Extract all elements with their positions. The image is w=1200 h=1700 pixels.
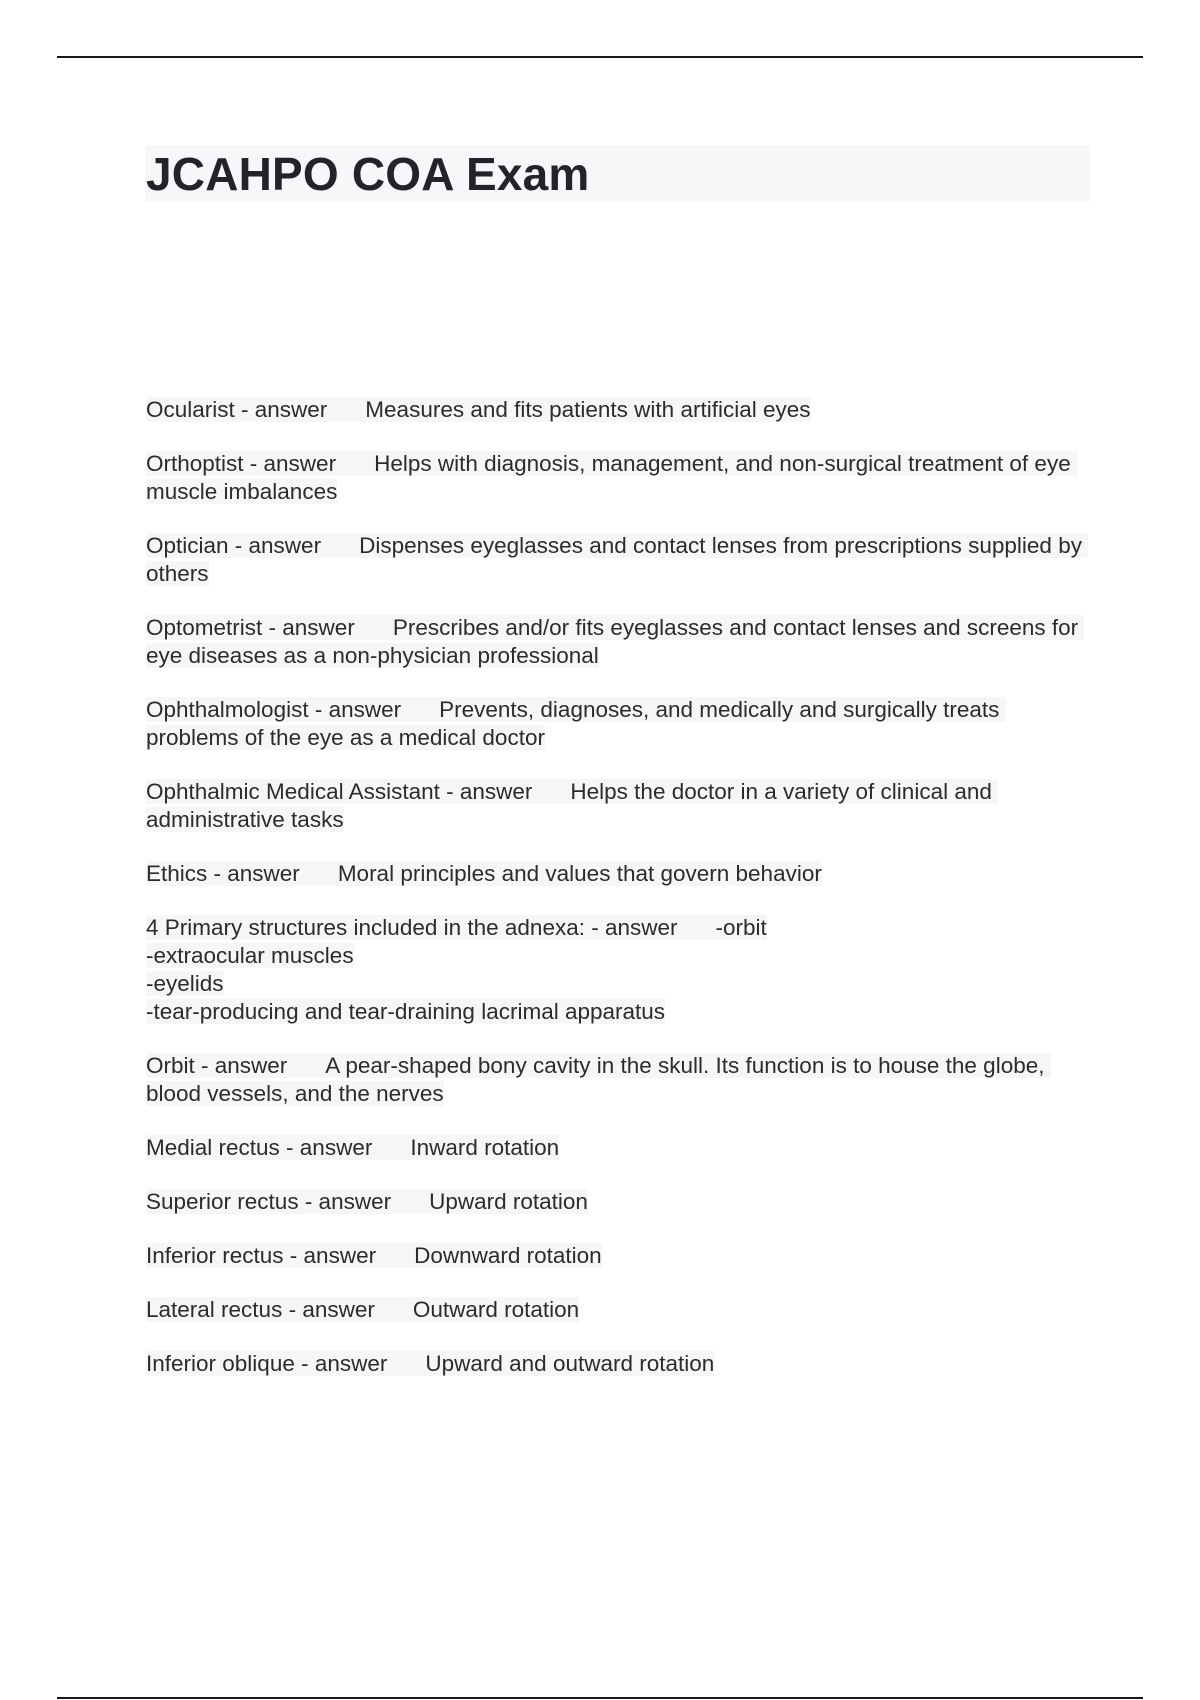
qa-answer-line: -eyelids — [146, 971, 224, 996]
qa-answer: Prescribes and/or fits eyeglasses and contact lenses and screens for eye diseases as a non-physician professional — [146, 615, 1085, 668]
qa-term: Orthoptist - answer — [146, 451, 337, 476]
qa-item-optician — [146, 532, 1089, 588]
qa-term: Inferior oblique - answer — [146, 1351, 388, 1376]
qa-term: Optician - answer — [146, 533, 322, 558]
qa-term: Optometrist - answer — [146, 615, 355, 640]
qa-term: Ophthalmologist - answer — [146, 697, 402, 722]
qa-term: Ocularist - answer — [146, 397, 328, 422]
qa-list — [146, 396, 1089, 1404]
qa-item-ophthalmic-medical-assistant — [146, 778, 1086, 834]
qa-answer: Dispenses eyeglasses and contact lenses from prescriptions supplied by others — [146, 533, 1089, 586]
qa-item-inferior-rectus — [146, 1242, 1086, 1270]
top-rule — [57, 56, 1143, 58]
qa-answer: Measures and fits patients with artificial eyes — [365, 397, 811, 422]
qa-answer: Inward rotation — [410, 1135, 560, 1160]
qa-item-adnexa — [146, 914, 1086, 1026]
qa-item-superior-rectus — [146, 1188, 1086, 1216]
qa-answer-line: -tear-producing and tear-draining lacrimal apparatus — [146, 999, 666, 1024]
qa-answer: Prevents, diagnoses, and medically and surgically treats problems of the eye as a medical doctor — [146, 697, 1006, 750]
qa-term: Lateral rectus - answer — [146, 1297, 375, 1322]
qa-term: Orbit - answer — [146, 1053, 288, 1078]
qa-term: Ethics - answer — [146, 861, 300, 886]
qa-item-orbit — [146, 1052, 1086, 1108]
qa-answer: -orbit — [715, 915, 767, 940]
qa-term: Ophthalmic Medical Assistant - answer — [146, 779, 533, 804]
qa-answer: Helps with diagnosis, management, and non-surgical treatment of eye muscle imbalances — [146, 451, 1077, 504]
qa-answer: Upward rotation — [429, 1189, 588, 1214]
qa-item-ethics — [146, 860, 1086, 888]
document-title: JCAHPO COA Exam — [146, 148, 590, 200]
qa-term: Superior rectus - answer — [146, 1189, 392, 1214]
qa-item-inferior-oblique — [146, 1350, 1086, 1378]
qa-term: Inferior rectus - answer — [146, 1243, 377, 1268]
qa-item-ophthalmologist — [146, 696, 1086, 752]
qa-answer: Outward rotation — [412, 1297, 580, 1322]
qa-term: 4 Primary structures included in the adnexa: - answer — [146, 915, 678, 940]
qa-answer: Downward rotation — [414, 1243, 602, 1268]
qa-item-orthoptist — [146, 450, 1086, 506]
qa-item-optometrist — [146, 614, 1086, 670]
qa-item-ocularist — [146, 396, 1086, 424]
qa-term: Medial rectus - answer — [146, 1135, 373, 1160]
qa-item-medial-rectus — [146, 1134, 1086, 1162]
qa-answer: A pear-shaped bony cavity in the skull. Its function is to house the globe, blood vessels, and the nerves — [146, 1053, 1051, 1106]
bottom-rule — [57, 1697, 1143, 1699]
qa-answer: Upward and outward rotation — [425, 1351, 715, 1376]
qa-item-lateral-rectus — [146, 1296, 1086, 1324]
qa-answer: Helps the doctor in a variety of clinical and administrative tasks — [146, 779, 999, 832]
qa-answer: Moral principles and values that govern behavior — [337, 861, 822, 886]
qa-answer-line: -extraocular muscles — [146, 943, 354, 968]
